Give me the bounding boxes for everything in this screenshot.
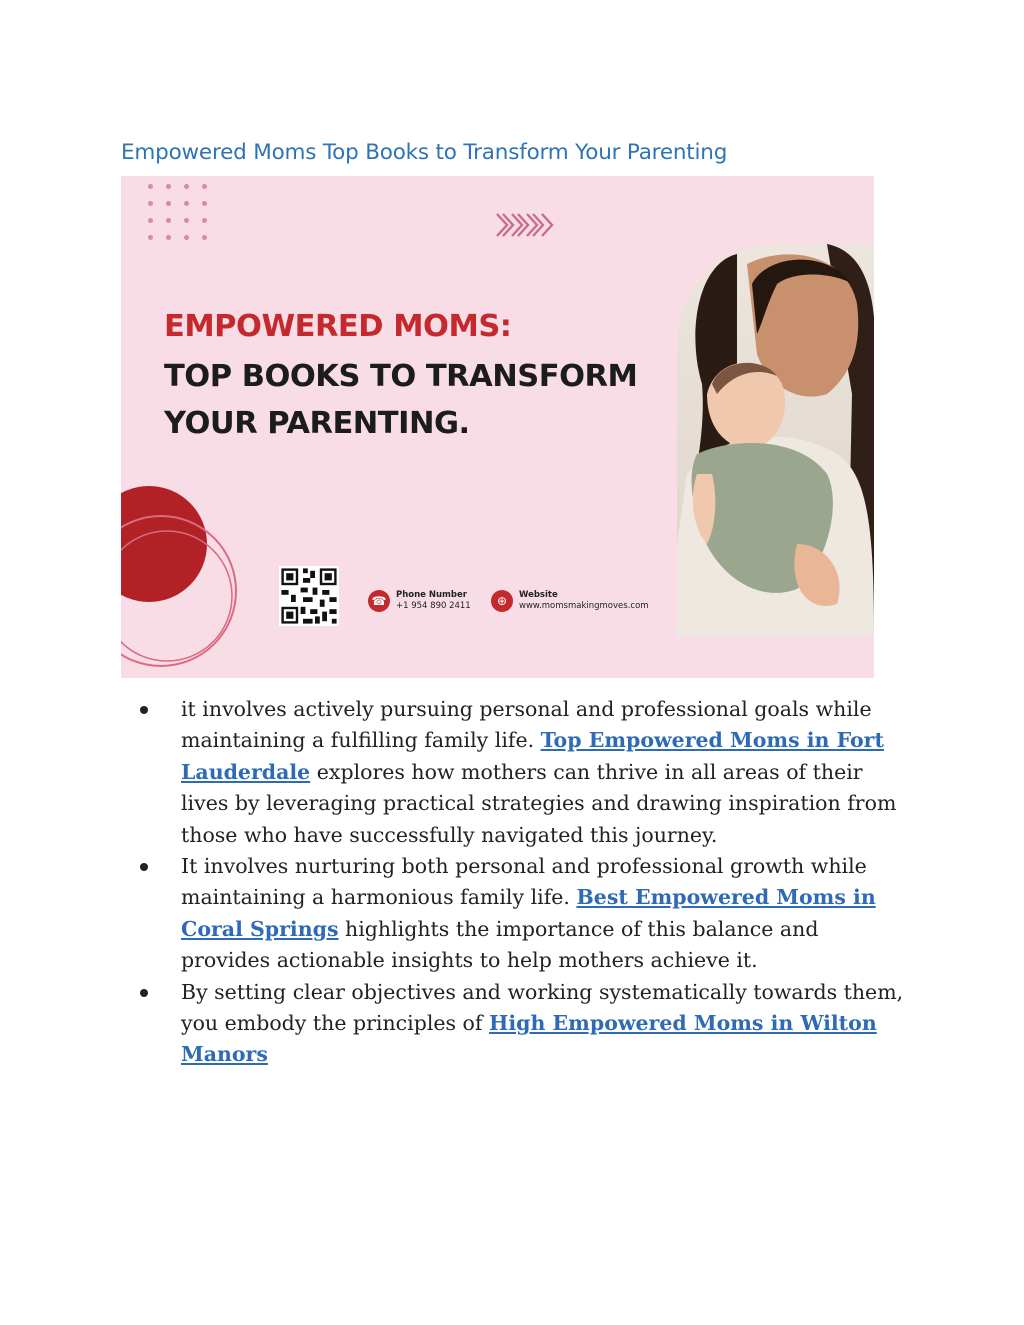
banner-title-line-3: YOUR PARENTING. — [164, 406, 470, 441]
bullet-text: It involves nurturing both personal and professional growth while maintaining a harmonious family life. — [181, 854, 867, 910]
link-wilton-manors[interactable]: High Empowered Moms in Wilton Manors — [181, 1011, 877, 1067]
phone-icon: ☎ — [368, 590, 390, 612]
banner-title-line-2: TOP BOOKS TO TRANSFORM — [164, 359, 638, 394]
double-chevron-arrows-icon — [495, 210, 559, 240]
qr-code-icon — [279, 566, 339, 626]
bullet-list — [134, 694, 914, 1071]
bullet-text: it involves actively pursuing personal and professional goals while maintaining a fulfilling family life. — [181, 697, 872, 753]
mother-baby-photo — [677, 244, 874, 636]
banner-image — [121, 176, 874, 678]
list-item — [134, 851, 914, 977]
website-value: www.momsmakingmoves.com — [519, 601, 649, 611]
website-label: Website — [519, 590, 558, 600]
decorative-circles — [121, 486, 261, 678]
link-coral-springs[interactable]: Best Empowered Moms in Coral Springs — [181, 885, 876, 941]
globe-icon: ⊕ — [491, 590, 513, 612]
phone-label: Phone Number — [396, 590, 467, 600]
bullet-text: highlights the importance of this balance and provides actionable insights to help mothers achieve it. — [181, 916, 819, 973]
bullet-text: explores how mothers can thrive in all areas of their lives by leveraging practical strategies and drawing inspiration from those who have successfully navigated this journey. — [181, 759, 897, 847]
link-fort-lauderdale[interactable]: Top Empowered Moms in Fort Lauderdale — [181, 728, 884, 784]
list-item — [134, 694, 914, 851]
phone-value: +1 954 890 2411 — [396, 601, 471, 611]
bullet-text: By setting clear objectives and working systematically towards them, you embody the principles of — [181, 979, 904, 1036]
list-item — [134, 977, 914, 1071]
banner-title-line-1: EMPOWERED MOMS: — [164, 309, 512, 344]
page-title: Empowered Moms Top Books to Transform Your Parenting — [121, 140, 728, 165]
